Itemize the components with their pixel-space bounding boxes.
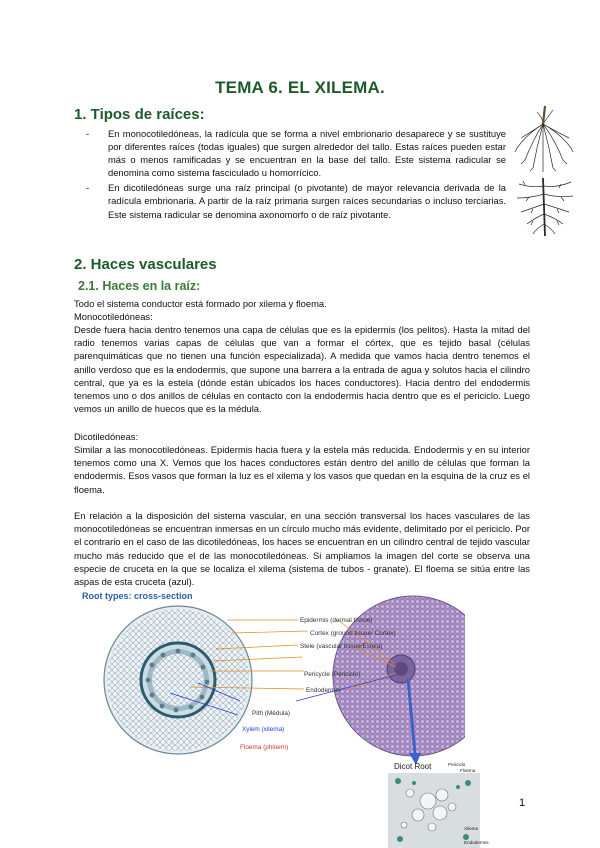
label-xylem: Xylem (xilema): [242, 726, 285, 733]
label-cortex: Cortex (ground tissue/ Cortex): [310, 630, 396, 637]
figure-title: Root types: cross-section: [82, 591, 193, 601]
list-item: - En monocotiledóneas, la radícula que se forma a nivel embrionario desaparece y se sustituye por diferentes raíces (todas iguales) que surgen alrededor del tallo. Estas raíces pueden estar más o menos ramificadas y se encuentran en la base del tallo. Este sistema radicular se denomina como sistema fasciculado u homorrícico.: [86, 128, 506, 179]
taproot-illustration: [513, 176, 577, 238]
label-endodermis: Endodermis: [306, 687, 341, 694]
section-heading-haces-vasculares: 2. Haces vasculares: [74, 256, 217, 273]
dicot-root-inset: [388, 757, 500, 848]
section-heading-tipos-raices: 1. Tipos de raíces:: [74, 106, 205, 123]
dico-label: Dicotiledóneas:: [74, 431, 139, 442]
dicot-label-periciclo: Periciclo: [448, 762, 466, 767]
roots-bullet-list: [86, 127, 506, 223]
label-stele: Stele (vascular tissue/Estela): [300, 643, 383, 650]
label-phloem: Floema (phloem): [240, 744, 289, 751]
subsection-heading-haces-raiz: 2.1. Haces en la raíz:: [78, 279, 201, 293]
dicot-label-xilema: Xilema: [464, 826, 479, 831]
list-item: - En dicotiledóneas surge una raíz principal (o pivotante) de mayor relevancia derivada de la radícula embrionaria. A partir de la raíz primaria surgen raíces secundarias o incluso terciarias. Este sistema radicular se denomina axonomorfo o de raíz pivotante.: [86, 182, 506, 220]
fibrous-root-illustration: [513, 104, 575, 174]
dicot-title: Dicot Root: [394, 762, 432, 771]
page-number: 1: [519, 797, 526, 809]
page-title: TEMA 6. EL XILEMA.: [215, 78, 385, 97]
bullet-text-mono: En monocotiledóneas, la radícula que se forma a nivel embrionario desaparece y se sustituye por diferentes raíces (todas iguales) que surgen alrededor del tallo. Estas raíces pueden estar más o menos ramificadas y se encuentran en la base del tallo. Este sistema radicular se denomina como sistema fasciculado u homorrícico.: [108, 128, 506, 179]
dico-paragraph: Similar a las monocotiledóneas. Epidermis hacia fuera y la estela más reducida. Endodermis y en su interior tenemos como una X. Vemos que los haces conductores están dentro del anillo de células que forman la endodermis. Esos vasos que forman la luz es el xilema y los vasos que quedan en la esquina de la cruz es el floema.: [74, 444, 530, 495]
dicot-label-floema: Floema: [460, 768, 476, 773]
relation-paragraph: En relación a la disposición del sistema vascular, en una sección transversal los haces vasculares de las monocotiledóneas se encuentran inmersas en un círculo mucho más evidente, delimitado por el periciclo. Por el contrario en el caso de las dicotiledóneas, los haces se encuentran en un cilindro central de tejido vascular mucho más reducido que el de las monocotiledóneas. Si ampliamos la imagen del corte se observa una especie de cruceta en la que se localiza el xilema (sistema de tubos - granate). El floema se sitúa entre las aspas de esta cruceta (azul).: [74, 510, 530, 588]
mono-label: Monocotiledóneas:: [74, 311, 153, 322]
label-epidermis: Epidermis (dermal tissue): [300, 617, 373, 624]
dicot-label-endodermis: Endodermis: [464, 840, 489, 845]
mono-paragraph: Desde fuera hacia dentro tenemos una capa de células que es la epidermis (los pelitos). Hasta la mitad del radio tenemos varias capas de células que van a formar el córtex, que es tejido basal (células parenquimáticas que no tienen una función especializada). A medida que vamos hacia dentro tenemos el anillo verdoso que es la endodermis, que supone una barrera a la entrada de agua y solutos hacia el cilindro central, que ya es la estela (dónde están ubicados los haces conductores). Hacia dentro del endodermis tenemos uno o dos anillos de células en contacto con la endodermis hacia dentro que es el periciclo. Luego vemos un anillo de huecos que es la médula.: [74, 324, 530, 415]
label-pith: Pith (Médula): [252, 710, 291, 717]
intro-paragraph: Todo el sistema conductor está formado por xilema y floema.: [74, 298, 327, 309]
label-pericycle: Pericycle (Periciclo): [304, 671, 361, 678]
bullet-text-dico: En dicotiledóneas surge una raíz principal (o pivotante) de mayor relevancia derivada de la radícula embrionaria. A partir de la raíz primaria surgen raíces secundarias o incluso terciarias. Este sistema radicular se denomina axonomorfo o de raíz pivotante.: [108, 182, 506, 220]
